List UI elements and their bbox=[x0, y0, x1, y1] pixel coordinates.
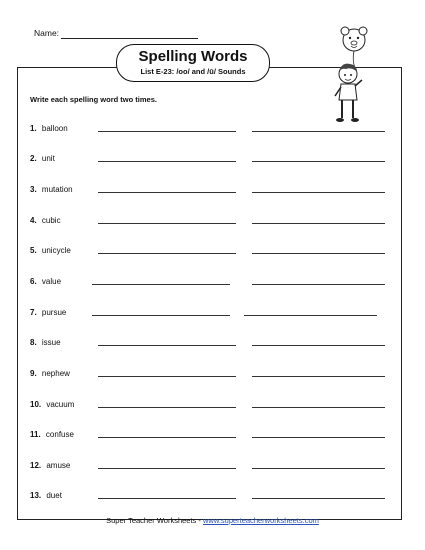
write-line-7a[interactable] bbox=[92, 315, 230, 316]
footer-link[interactable]: www.superteacherworksheets.com bbox=[202, 516, 319, 525]
write-line-4a[interactable] bbox=[98, 223, 236, 224]
write-line-1b[interactable] bbox=[252, 131, 385, 132]
list-item-1 bbox=[30, 124, 68, 138]
write-line-5b[interactable] bbox=[252, 253, 385, 254]
write-line-10a[interactable] bbox=[98, 407, 236, 408]
item-word: value bbox=[41, 277, 62, 286]
item-word: unit bbox=[41, 154, 55, 163]
write-line-1a[interactable] bbox=[98, 131, 236, 132]
write-line-9b[interactable] bbox=[252, 376, 385, 377]
item-number: 1. bbox=[30, 124, 37, 133]
item-number: 5. bbox=[30, 246, 37, 255]
write-line-4b[interactable] bbox=[252, 223, 385, 224]
name-line[interactable] bbox=[61, 38, 198, 39]
write-line-8a[interactable] bbox=[98, 345, 236, 346]
write-line-6a[interactable] bbox=[92, 284, 230, 285]
write-line-3b[interactable] bbox=[252, 192, 385, 193]
item-word: amuse bbox=[46, 461, 71, 470]
write-line-3a[interactable] bbox=[98, 192, 236, 193]
footer bbox=[0, 516, 425, 525]
item-word: confuse bbox=[45, 430, 74, 439]
item-number: 3. bbox=[30, 185, 37, 194]
write-line-9a[interactable] bbox=[98, 376, 236, 377]
footer-text: Super Teacher Worksheets - bbox=[106, 516, 203, 525]
item-word: issue bbox=[41, 338, 61, 347]
write-line-6b[interactable] bbox=[252, 284, 385, 285]
instructions: Write each spelling word two times. bbox=[30, 95, 157, 104]
list-item-3 bbox=[30, 185, 73, 199]
name-label: Name: bbox=[34, 28, 60, 38]
list-item-12 bbox=[30, 461, 70, 475]
list-item-10 bbox=[30, 400, 74, 414]
list-item-11 bbox=[30, 430, 74, 444]
write-line-11a[interactable] bbox=[98, 437, 236, 438]
item-number: 10. bbox=[30, 400, 42, 409]
item-number: 13. bbox=[30, 491, 42, 500]
write-line-11b[interactable] bbox=[252, 437, 385, 438]
write-line-12b[interactable] bbox=[252, 468, 385, 469]
write-line-13b[interactable] bbox=[252, 498, 385, 499]
write-line-5a[interactable] bbox=[98, 253, 236, 254]
write-line-7b[interactable] bbox=[244, 315, 377, 316]
write-line-2b[interactable] bbox=[252, 161, 385, 162]
list-item-5 bbox=[30, 246, 71, 260]
write-line-8b[interactable] bbox=[252, 345, 385, 346]
item-word: unicycle bbox=[41, 246, 71, 255]
list-item-8 bbox=[30, 338, 61, 352]
item-number: 8. bbox=[30, 338, 37, 347]
item-number: 7. bbox=[30, 308, 37, 317]
list-item-13 bbox=[30, 491, 62, 505]
worksheet-subtitle: List E-23: /oo/ and /ū/ Sounds bbox=[140, 67, 246, 76]
item-number: 2. bbox=[30, 154, 37, 163]
list-item-2 bbox=[30, 154, 55, 168]
item-number: 4. bbox=[30, 216, 37, 225]
item-word: balloon bbox=[41, 124, 68, 133]
write-line-10b[interactable] bbox=[252, 407, 385, 408]
item-number: 11. bbox=[30, 430, 41, 439]
list-item-9 bbox=[30, 369, 70, 383]
write-line-13a[interactable] bbox=[98, 498, 236, 499]
item-word: duet bbox=[46, 491, 62, 500]
list-item-4 bbox=[30, 216, 61, 230]
item-number: 12. bbox=[30, 461, 42, 470]
title-pill bbox=[116, 44, 270, 82]
item-word: nephew bbox=[41, 369, 70, 378]
list-item-7 bbox=[30, 308, 66, 322]
list-item-6 bbox=[30, 277, 61, 291]
write-line-12a[interactable] bbox=[98, 468, 236, 469]
child-with-balloon-icon bbox=[324, 24, 380, 128]
item-word: mutation bbox=[41, 185, 73, 194]
worksheet-title: Spelling Words bbox=[138, 48, 248, 65]
item-number: 6. bbox=[30, 277, 37, 286]
item-word: vacuum bbox=[46, 400, 75, 409]
write-line-2a[interactable] bbox=[98, 161, 236, 162]
item-word: pursue bbox=[41, 308, 67, 317]
item-number: 9. bbox=[30, 369, 37, 378]
worksheet-frame bbox=[17, 67, 402, 520]
item-word: cubic bbox=[41, 216, 61, 225]
